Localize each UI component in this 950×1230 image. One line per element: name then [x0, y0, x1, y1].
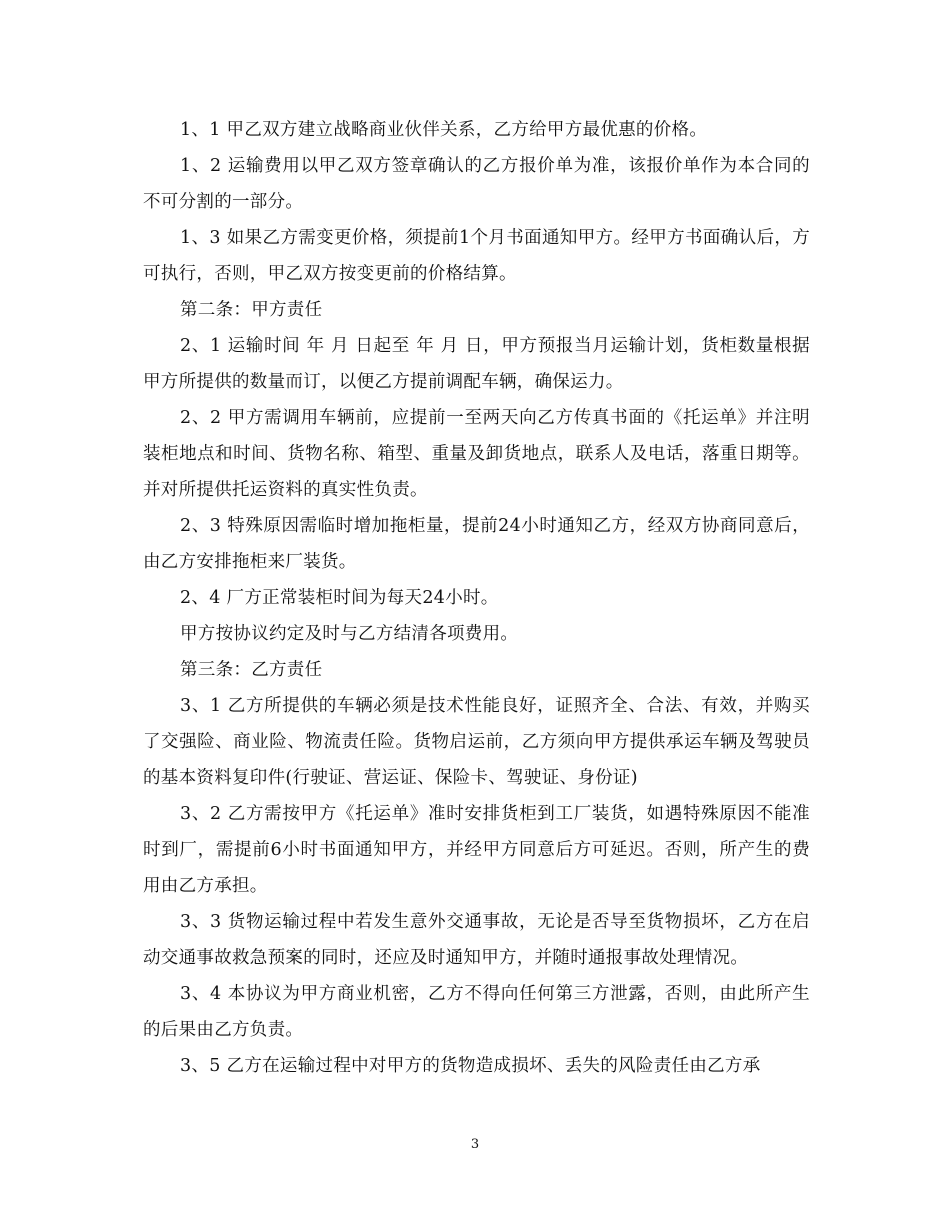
paragraph-3-2: 3、2 乙方需按甲方《托运单》准时安排货柜到工厂装货，如遇特殊原因不能准时到厂，需提前6小时书面通知甲方，并经甲方同意后方可延迟。否则，所产生的费用由乙方承担。: [143, 804, 810, 896]
paragraph-3-5: 3、5 乙方在运输过程中对甲方的货物造成损坏、丢失的风险责任由乙方承: [180, 1056, 761, 1076]
section-heading-article-3: 第三条：乙方责任: [180, 660, 323, 680]
paragraph-3-4: 3、4 本协议为甲方商业机密，乙方不得向任何第三方泄露，否则，由此所产生的后果由乙方负责。: [143, 984, 810, 1040]
section-heading-article-2: 第二条：甲方责任: [180, 300, 323, 320]
paragraph-1-1: 1、1 甲乙双方建立战略商业伙伴关系，乙方给甲方最优惠的价格。: [180, 120, 708, 140]
document-body: [143, 112, 810, 1084]
paragraph-2-1: 2、1 运输时间 年 月 日起至 年 月 日，甲方预报当月运输计划，货柜数量根据甲方所提供的数量而订，以便乙方提前调配车辆，确保运力。: [143, 336, 810, 392]
paragraph-2-4: 2、4 厂方正常装柜时间为每天24小时。: [180, 588, 499, 608]
paragraph-3-3: 3、3 货物运输过程中若发生意外交通事故，无论是否导至货物损坏，乙方在启动交通事故救急预案的同时，还应及时通知甲方，并随时通报事故处理情况。: [143, 912, 810, 968]
page-number: 3: [470, 1137, 480, 1152]
paragraph-settlement: 甲方按协议约定及时与乙方结清各项费用。: [180, 624, 519, 644]
paragraph-1-2: 1、2 运输费用以甲乙双方签章确认的乙方报价单为准，该报价单作为本合同的不可分割的一部分。: [143, 156, 810, 212]
paragraph-2-3: 2、3 特殊原因需临时增加拖柜量，提前24小时通知乙方，经双方协商同意后，由乙方安排拖柜来厂装货。: [143, 516, 810, 572]
paragraph-1-3: 1、3 如果乙方需变更价格，须提前1个月书面通知甲方。经甲方书面确认后，方可执行，否则，甲乙双方按变更前的价格结算。: [143, 228, 810, 284]
paragraph-2-2: 2、2 甲方需调用车辆前，应提前一至两天向乙方传真书面的《托运单》并注明装柜地点和时间、货物名称、箱型、重量及卸货地点，联系人及电话，落重日期等。并对所提供托运资料的真实性负责。: [143, 408, 810, 500]
paragraph-3-1: 3、1 乙方所提供的车辆必须是技术性能良好，证照齐全、合法、有效，并购买了交强险、商业险、物流责任险。货物启运前，乙方须向甲方提供承运车辆及驾驶员的基本资料复印件(行驶证、营运证、保险卡、驾驶证、身份证): [143, 696, 810, 788]
